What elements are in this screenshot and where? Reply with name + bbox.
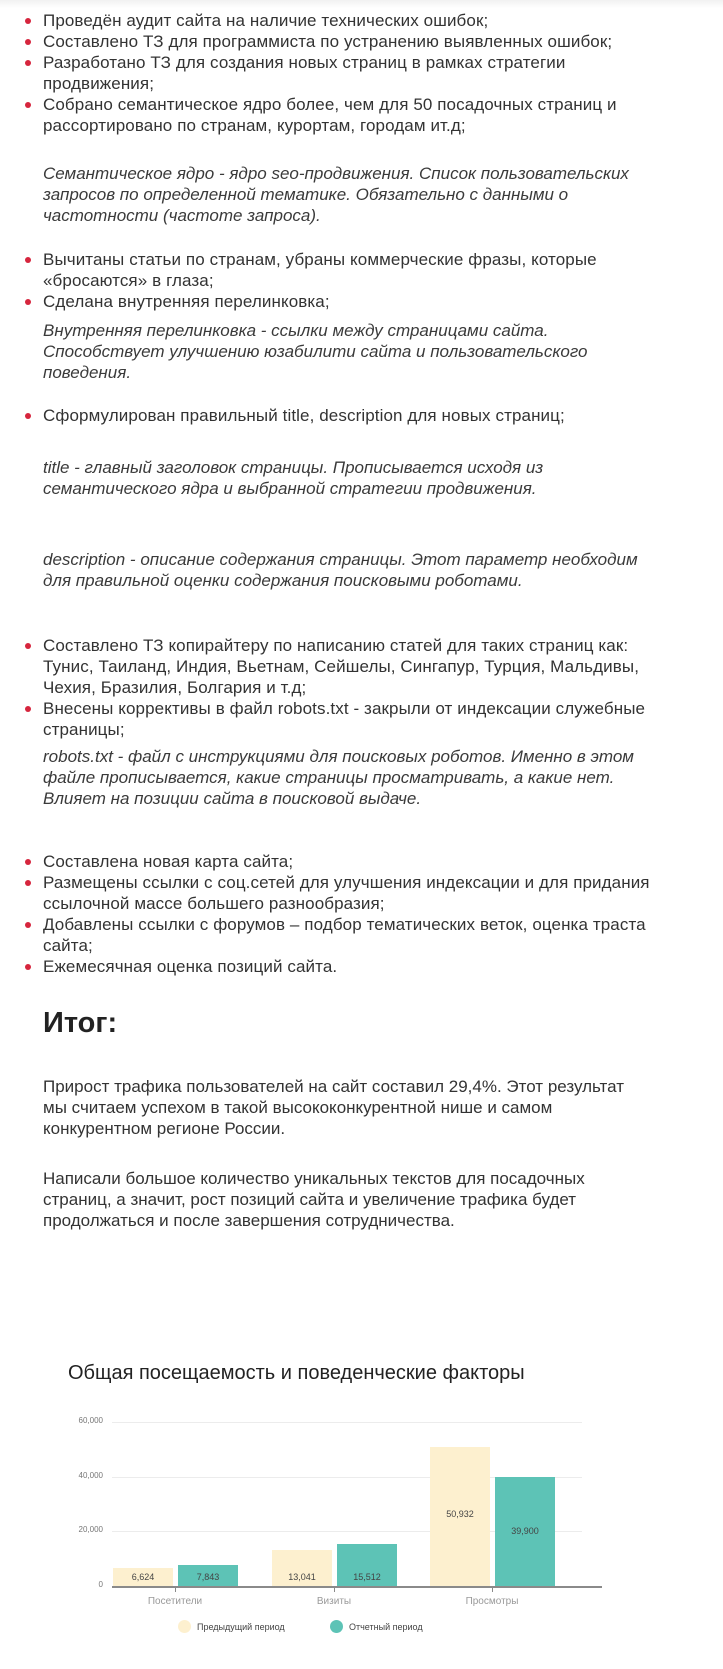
work-list-5 (0, 851, 680, 977)
work-list-3 (0, 405, 680, 426)
list-item: Сформулирован правильный title, description для новых страниц; (0, 405, 680, 426)
bullet-icon (25, 859, 31, 865)
list-item: Сделана внутренняя перелинковка; (0, 291, 680, 312)
y-tick-label: 40,000 (78, 1470, 103, 1480)
bullet-icon (25, 102, 31, 108)
legend-item: Предыдущий период (178, 1620, 285, 1633)
bar-value-label: 13,041 (288, 1571, 316, 1582)
result-paragraph-1: Прирост трафика пользователей на сайт составил 29,4%. Этот результат мы считаем успехом в такой высококонкурентной нише и самом конкурентном регионе России. (43, 1077, 624, 1138)
note-semantic-core: Семантическое ядро - ядро seo-продвижения. Список пользовательских запросов по определенной тематике. Обязательно с данными о частотности (частоте запроса). (43, 164, 629, 225)
list-item: Составлено ТЗ копирайтеру по написанию статей для таких страниц как: Тунис, Таиланд, Индия, Вьетнам, Сейшелы, Сингапур, Турция, Мальдивы, Чехия, Бразилия, Болгария и т.д; (0, 635, 680, 698)
chart-title: Общая посещаемость и поведенческие факторы (68, 1362, 525, 1384)
legend-item: Отчетный период (330, 1620, 423, 1633)
y-tick-label: 0 (98, 1580, 103, 1589)
bullet-icon (25, 643, 31, 649)
bullet-icon (25, 706, 31, 712)
x-tick (492, 1587, 493, 1592)
legend-swatch-icon (178, 1620, 191, 1633)
bullet-icon (25, 39, 31, 45)
result-paragraph-2: Написали большое количество уникальных текстов для посадочных страниц, а значит, рост позиций сайта и увеличение трафика будет продолжаться и после завершения сотрудничества. (43, 1169, 585, 1230)
list-item: Собрано семантическое ядро более, чем для 50 посадочных страниц и рассортировано по странам, курортам, городам ит.д; (0, 94, 680, 136)
bullet-icon (25, 880, 31, 886)
list-item: Проведён аудит сайта на наличие технических ошибок; (0, 10, 680, 31)
x-tick (175, 1587, 176, 1592)
list-item: Составлена новая карта сайта; (0, 851, 680, 872)
list-item: Разработано ТЗ для создания новых страниц в рамках стратегии продвижения; (0, 52, 680, 94)
bar-value-label: 6,624 (131, 1571, 155, 1582)
chart-plot-area (50, 1352, 610, 1652)
list-item: Вычитаны статьи по странам, убраны коммерческие фразы, которые «бросаются» в глаза; (0, 249, 680, 291)
x-tick-label: Просмотры (465, 1596, 519, 1607)
bar-value-label: 15,512 (353, 1571, 381, 1582)
x-tick (334, 1587, 335, 1592)
bar-curr (337, 1544, 397, 1586)
bullet-icon (25, 299, 31, 305)
bar-prev (272, 1550, 332, 1586)
y-tick-label: 60,000 (78, 1416, 103, 1425)
x-tick-label: Визиты (316, 1596, 352, 1607)
work-list-4 (0, 635, 680, 740)
note-robots: robots.txt - файл с инструкциями для поисковых роботов. Именно в этом файле прописывается, какие страницы просматривать, а какие нет. Влияет на позиции сайта в поисковой выдаче. (43, 747, 634, 808)
work-list-2 (0, 249, 680, 312)
list-item: Внесены коррективы в файл robots.txt - закрыли от индексации служебные страницы; (0, 698, 680, 740)
bar-value-label: 7,843 (196, 1571, 220, 1582)
y-tick-label: 20,000 (78, 1525, 103, 1535)
bullet-icon (25, 922, 31, 928)
result-heading: Итог: (43, 1007, 118, 1039)
bullet-icon (25, 964, 31, 970)
top-fade (0, 0, 723, 8)
bar-prev (113, 1568, 173, 1586)
bullet-icon (25, 257, 31, 263)
bullet-icon (25, 60, 31, 66)
bar-prev (430, 1447, 490, 1586)
bar-value-label: 39,900 (511, 1526, 539, 1536)
bar-curr (178, 1565, 238, 1586)
legend-swatch-icon (330, 1620, 343, 1633)
bullet-icon (25, 413, 31, 419)
gridline (112, 1422, 582, 1423)
list-item: Составлено ТЗ для программиста по устранению выявленных ошибок; (0, 31, 680, 52)
list-item: Добавлены ссылки с форумов – подбор тематических веток, оценка траста сайта; (0, 914, 680, 956)
traffic-chart (50, 1352, 610, 1652)
note-description: description - описание содержания страницы. Этот параметр необходим для правильной оценки содержания поисковыми роботами. (43, 550, 638, 590)
x-axis (112, 1586, 602, 1588)
bar-value-label: 50,932 (446, 1509, 474, 1520)
work-list-1 (0, 10, 680, 136)
bar-curr (495, 1477, 555, 1586)
list-item: Размещены ссылки с соц.сетей для улучшения индексации и для придания ссылочной массе большего разнообразия; (0, 872, 680, 914)
note-title: title - главный заголовок страницы. Прописывается исходя из семантического ядра и выбранной стратегии продвижения. (43, 458, 544, 498)
x-tick-label: Посетители (147, 1596, 203, 1607)
note-internal-linking: Внутренняя перелинковка - ссылки между страницами сайта. Способствует улучшению юзабилити сайта и пользовательского поведения. (43, 321, 588, 382)
list-item: Ежемесячная оценка позиций сайта. (0, 956, 680, 977)
bullet-icon (25, 18, 31, 24)
